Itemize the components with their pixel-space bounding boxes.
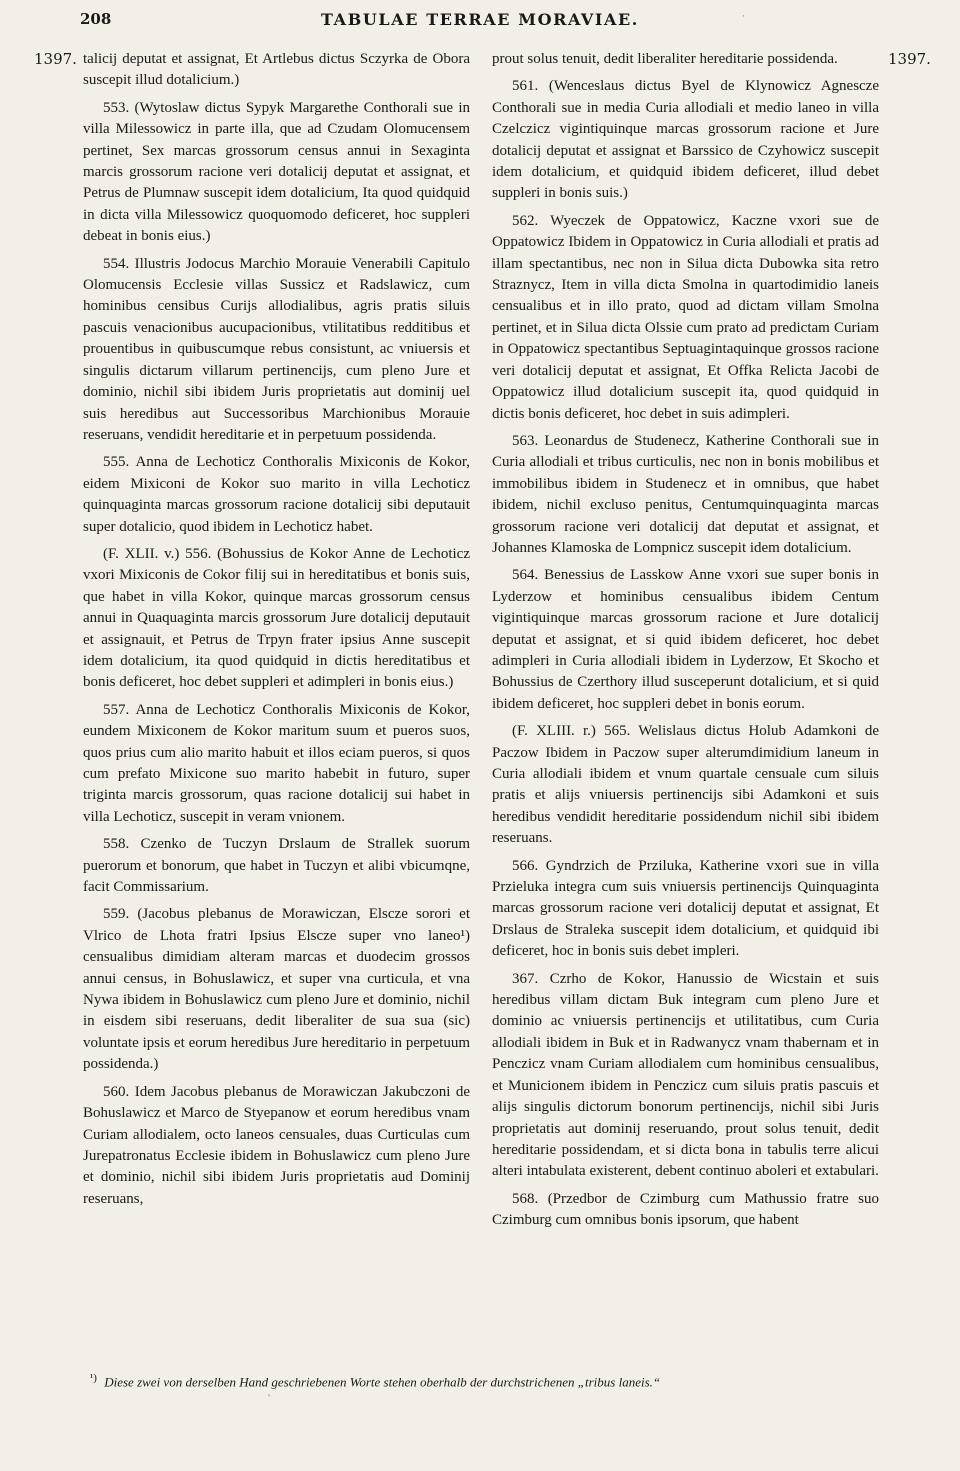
entry-568: 568. (Przedbor de Czimburg cum Mathussio fratre suo Czimburg cum omnibus bonis ipsorum, que habent: [492, 1190, 879, 1229]
margin-year-left: 1397.: [34, 50, 77, 68]
entry-556: (F. XLII. v.) 556. (Bohussius de Kokor Anne de Lechoticz vxori Mixiconis de Cokor filij sui in hereditatibus et bonis suis, que habet in villa Kokor, quinque marcas grossorum census annui in Quaquaginta marcis grossorum Jure dotalicij deputauit et assignauit, et Petrus de Trpyn frater ipsius Anne suscepit idem dotalicium, ita quod quidquid in dictis hereditatibus et bonis deficeret, hoc debet suppleri et adimpleri in bonis eius.): [83, 545, 470, 691]
entry-566: 566. Gyndrzich de Prziluka, Katherine vxori sue in villa Przieluka integra cum suis vniuersis pertinencijs Quinquaginta marcas grossorum racione veri dotalicij deputat et assignat, Et Drslaus de Straleka suscepit idem dotalicium, et quidquid ibi deficeret, hoc in bonis suis debet impleri.: [492, 857, 879, 960]
paragraph-continuation: prout solus tenuit, dedit liberaliter hereditarie possidenda.: [492, 51, 838, 67]
entry-562: 562. Wyeczek de Oppatowicz, Kaczne vxori sue de Oppatowicz Ibidem in Oppatowicz in Curia allodiali et pratis ad illam spectantibus, nec non in Silua dicta Dubowka sita retro Straznycz, Item in villa dicta Smolna in quartodimidio laneis censualibus et in illo prato, quod ad dictam villam Smolna pertinet, et in Silua dicta Olssie cum prato ad predictam Curiam in Oppatowicz spectantibus Septuagintaquinque grossos racione veri dotalicij deputat et assignat, Et Offka Relicta Jacobi de Oppatowicz illud dotalicium suscepit ita, quod quidquid in dictis bonis deficeret, hoc debet in suis adimpleri.: [492, 212, 879, 422]
entry-558: 558. Czenko de Tuczyn Drslaum de Strallek suorum puerorum et bonorum, que habet in Tuczyn et alibi vbicumqne, facit Commissarium.: [83, 836, 470, 896]
entry-565: (F. XLIII. r.) 565. Welislaus dictus Holub Adamkoni de Paczow Ibidem in Paczow super alterumdimidium laneum in Curia allodiali ibidem et vnum quartale censuale cum siluis pratis et alijs vniuersis pertinencijs sibi Adamkoni et suis heredibus vendidit hereditarie possidendum nichil sibi ibidem reseruans.: [492, 723, 879, 847]
entry-557: 557. Anna de Lechoticz Conthoralis Mixiconis de Kokor, eundem Mixiconem de Kokor maritum suum et pueros suos, quos prius cum alio marito habuit et illos eciam pueros, si quos cum prefato Mixicone suo marito habebit in futuro, super triginta marcis grossorum, quas racione dotalicij sui habet in villa Lechoticz, suscepit in veram vnionem.: [83, 701, 470, 825]
entry-559: 559. (Jacobus plebanus de Morawiczan, Elscze sorori et Vlrico de Lhota fratri Ipsius Elscze super vno laneo¹) censualibus dimidiam alteram marcas et duodecim grossos annui census, in Bohuslawicz, et super vna curticula, et vna Nywa ibidem in Bohuslawicz cum pleno Jure et dominio, nichil in eisdem sibi reseruans, dedit liberaliter de sua sua (sic) voluntate ipsis et eorum heredibus Jure hereditario in perpetuum possidenda.): [83, 906, 470, 1073]
right-column: [492, 49, 879, 1238]
ink-speck: ·: [742, 12, 745, 22]
entry-564: 564. Benessius de Lasskow Anne vxori sue super bonis in Lyderzow et hominibus censualibus ibidem Centum vigintiquinque marcas grossorum racione et Jure dotalicij deputat et assignat, et si quid ibidem deficeret, hoc debet adimpleri in Curia allodiali ibidem in Lyderzow, Et Skocho et Bohussius de Czerthory illud susceperunt dotalicium, et si quid ibidem deficeret, hoc suppleri debet in bonis eorum.: [492, 567, 879, 712]
left-column: [83, 49, 470, 1216]
entry-567: 367. Czrho de Kokor, Hanussio de Wicstain et suis heredibus villam dictam Buk integram cum pleno Jure et dominio ac vniuersis pertinencijs et utilitatibus, cum Curia allodiali ibidem in Buk et in Radwanycz vnam thabernam et in Penczicz vnam Curiam allodialem cum hominibus censualibus, et Municionem ibidem in Penczicz cum siluis pratis pascuis et alijs singulis dictorum bonorum pertinencijs, nichil sibi Juris proprietatis aut dominij reseruando, prout solus tenuit, dedit hereditarie possidendam, et si dicta bona in tabulis terre alicui alteri intabulata existerent, debent continuo aboleri et extabulari.: [492, 970, 879, 1180]
page-number: 208: [80, 10, 112, 28]
ink-speck: `: [267, 1395, 272, 1406]
entry-563: 563. Leonardus de Studenecz, Katherine Conthorali sue in Curia allodiali et tribus curticulis, nec non in bonis mobilibus et immobilibus ibidem in Studenecz et in omnibus, que habet ibidem, nichil excluso penitus, Centumquinquaginta marcas grossorum racione veri dotalicij dat deputat et assignat, et Johannes Klamoska de Lompnicz suscepit idem dotalicium.: [492, 432, 879, 556]
entry-554: 554. Illustris Jodocus Marchio Morauie Venerabili Capitulo Olomucensis Ecclesie villas Sussicz et Radslawicz, cum hominibus censibus Curijs allodialibus, agris pratis siluis pascuis venacionibus aucupacionibus, vtilitatibus redditibus et prouentibus in quibuscumque rebus consistunt, ac vniuersis et singulis dictarum villarum pertinencijs, cum pleno Jure et dominio, nichil sibi ibidem Juris proprietatis aut dominij uel suis heredibus aut Successoribus Marchionibus Morauie reseruans, vendidit hereditarie et in perpetuum possidenda.: [83, 255, 470, 443]
entry-561: 561. (Wenceslaus dictus Byel de Klynowicz Agnescze Conthorali sue in media Curia allodiali et medio laneo in villa Czelczicz vigintiquinque marcas grossorum racione et Jure dotalicij deputat et assignat et Barssico de Czyhowicz suscepit idem dotalicium, et quidquid ibidem deficeret, illud debet suppleri in bonis suis.): [492, 78, 879, 202]
margin-year-right: 1397.: [888, 50, 931, 68]
entry-553: 553. (Wytoslaw dictus Sypyk Margarethe Conthorali sue in villa Milessowicz in parte illa, que ad Czudam Olomucensem pertinet, Sex marcas grossorum census annui in Sexaginta marcis grossorum racione veri dotalicij deputat et assignat, et Petrus de Plumnaw suscepit idem dotalicium, Ita quod quidquid in dicta villa Milessowicz quoquomodo deficeret, hoc suppleri debeat in bonis eius.): [83, 99, 470, 245]
footnote-text: Diese zwei von derselben Hand geschriebenen Worte stehen oberhalb der durchstrichenen „tribus laneis.“: [104, 1374, 661, 1390]
entry-560: 560. Idem Jacobus plebanus de Morawiczan Jakubczoni de Bohuslawicz et Marco de Styepanow et eorum heredibus vnam Curiam allodialem, octo laneos censuales, duas Curticulas cum Jurepatronatus Ecclesie ibidem in Bohuslawicz cum pleno Jure et dominio, nichil sibi ibidem Juris proprietatis aud Dominij reseruans,: [83, 1083, 470, 1207]
footnote-marker: ¹): [90, 1372, 97, 1384]
running-title: TABULAE TERRAE MORAVIAE.: [321, 10, 639, 29]
paragraph-continuation: talicij deputat et assignat, Et Artlebus dictus Sczyrka de Obora suscepit illud dotalicium.): [83, 51, 470, 89]
entry-555: 555. Anna de Lechoticz Conthoralis Mixiconis de Kokor, eidem Mixiconi de Kokor suo marito in villa Lechoticz quinquaginta marcas grossorum racione dotalicij sibi deputauit super dotalicio, quod ibidem in Lechoticz habet.: [83, 454, 470, 535]
footnote: [90, 1372, 890, 1390]
